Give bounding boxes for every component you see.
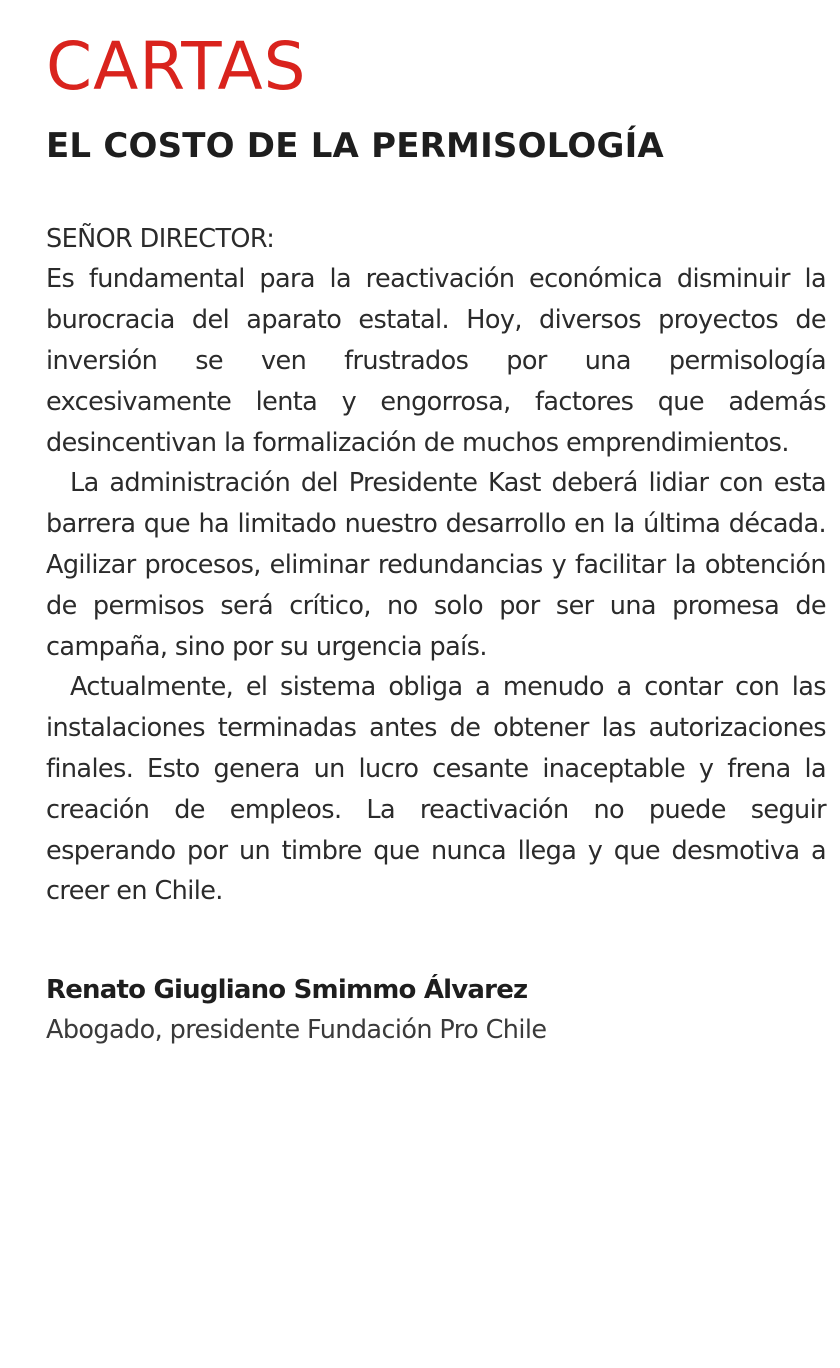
letter-headline: EL COSTO DE LA PERMISOLOGÍA [46,126,664,166]
author-name: Renato Giugliano Smimmo Álvarez [46,975,528,1006]
letter-salutation: SEÑOR DIRECTOR: [46,224,275,255]
author-role: Abogado, presidente Fundación Pro Chile [46,1015,547,1046]
letter-body [46,219,826,912]
letter-page [46,28,826,1050]
signature-block [46,970,826,1050]
letter-paragraph-1: Es fundamental para la reactivación económica disminuir la burocracia del aparato estatal. Hoy, diversos proyectos de inversión se ven frustrados por una permisología excesivamente lenta y engorrosa, factores que además desincentivan la formalización de muchos emprendimientos. [46,264,826,458]
section-title: CARTAS [46,28,307,105]
letter-paragraph-2: La administración del Presidente Kast deberá lidiar con esta barrera que ha limitado nuestro desarrollo en la última década. Agilizar procesos, eliminar redundancias y facilitar la obtención de permisos será crítico, no solo por ser una promesa de campaña, sino por su urgencia país. [46,468,826,662]
letter-paragraph-3: Actualmente, el sistema obliga a menudo a contar con las instalaciones terminadas antes de obtener las autorizaciones finales. Esto genera un lucro cesante inaceptable y frena la creación de empleos. La reactivación no puede seguir esperando por un timbre que nunca llega y que desmotiva a creer en Chile. [46,672,826,907]
